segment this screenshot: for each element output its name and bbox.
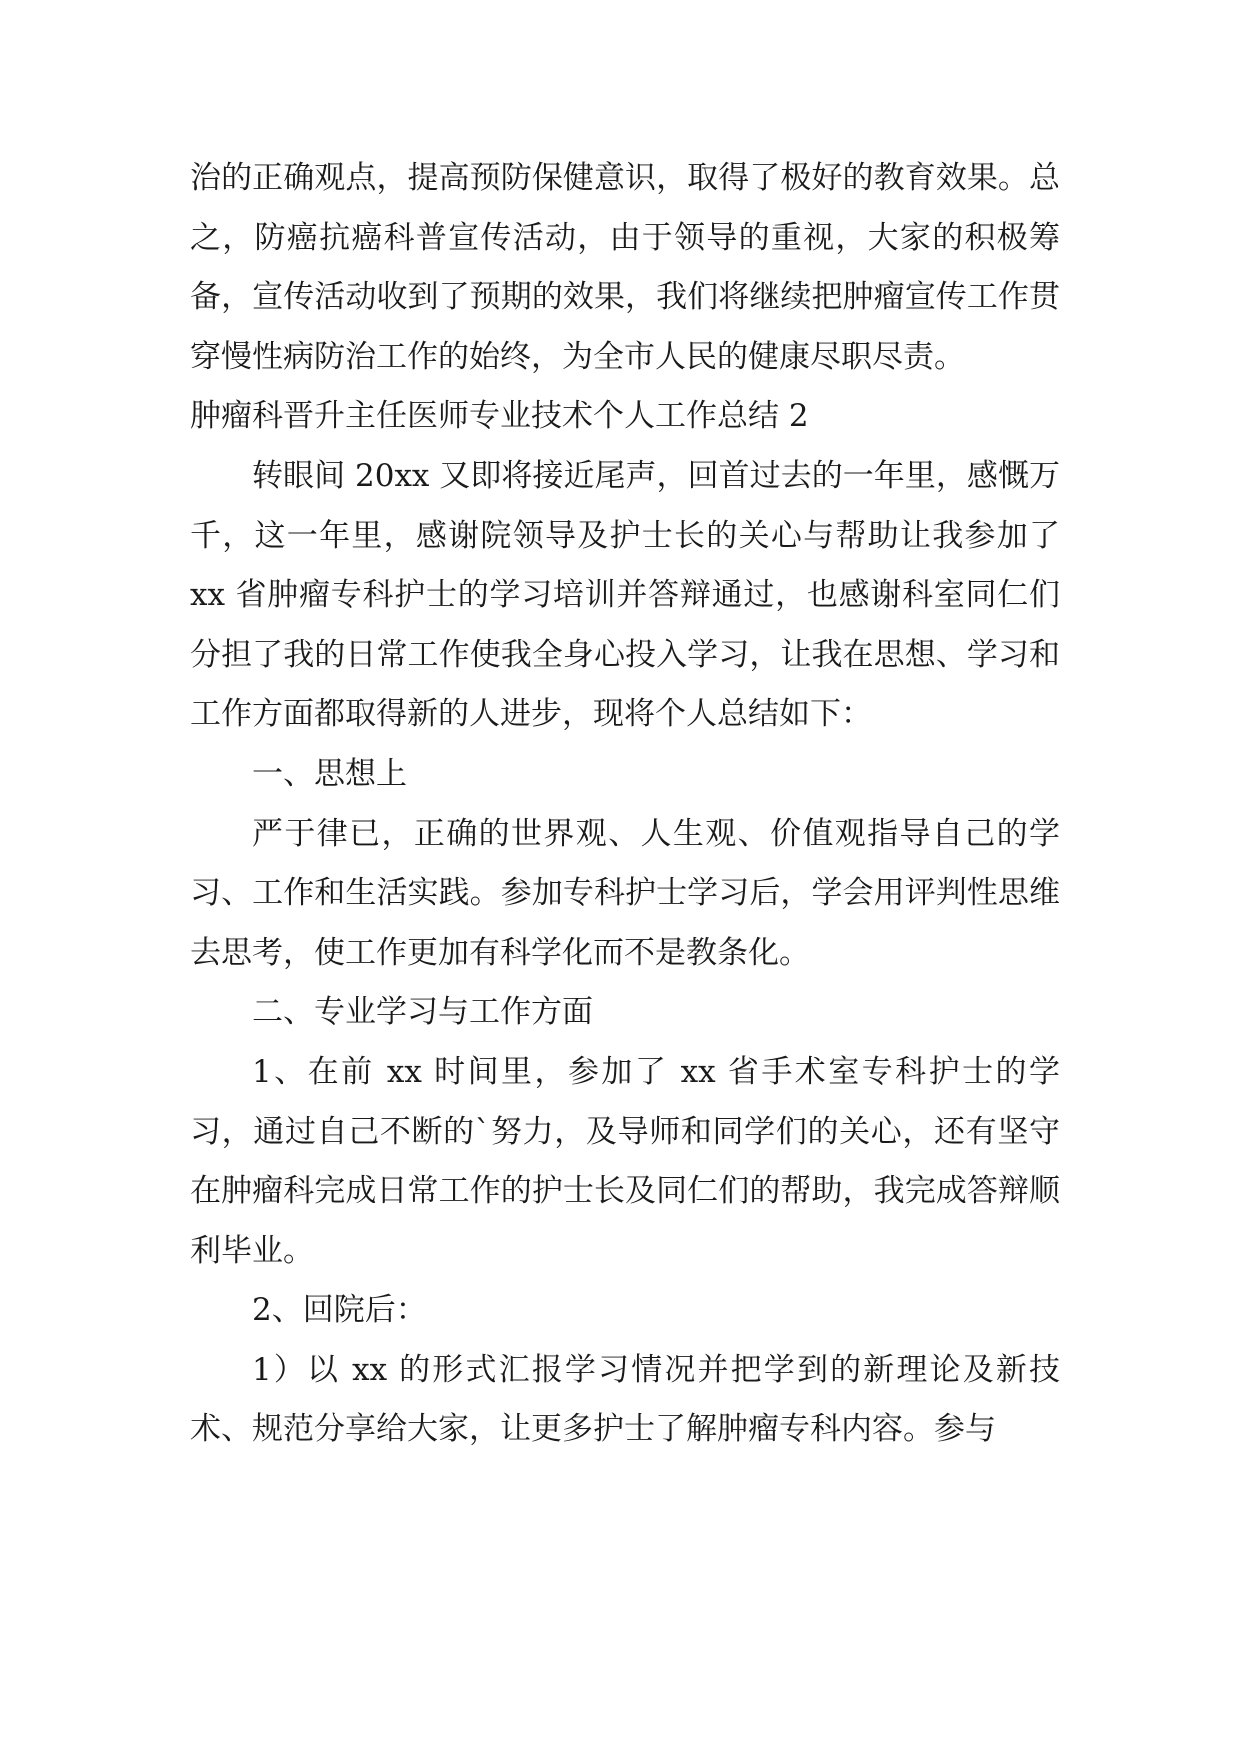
heading-return: 2、回院后： — [252, 1292, 427, 1329]
paragraph-report: 1）以 xx 的形式汇报学习情况并把学到的新理论及新技术、规范分享给大家，让更多护士了解肿瘤专科内容。参与 — [190, 1351, 1060, 1448]
heading-professional: 二、专业学习与工作方面 — [252, 994, 593, 1031]
heading-thought: 一、思想上 — [252, 755, 407, 792]
paragraph-thought: 严于律已，正确的世界观、人生观、价值观指导自己的学习、工作和生活实践。参加专科护士学习后，学会用评判性思维去思考，使工作更加有科学化而不是教条化。 — [190, 815, 1060, 971]
document-body — [190, 149, 1060, 1460]
paragraph-continuation: 治的正确观点，提高预防保健意识，取得了极好的教育效果。总之，防癌抗癌科普宣传活动，由于领导的重视，大家的积极筹备，宣传活动收到了预期的效果，我们将继续把肿瘤宣传工作贯穿慢性病防治工作的始终，为全市人民的健康尽职尽责。 — [190, 160, 1060, 375]
section-title: 肿瘤科晋升主任医师专业技术个人工作总结 2 — [190, 398, 809, 435]
paragraph-study: 1、在前 xx 时间里，参加了 xx 省手术室专科护士的学习，通过自己不断的`努力，及导师和同学们的关心，还有坚守在肿瘤科完成日常工作的护士长及同仁们的帮助，我完成答辩顺利毕业。 — [190, 1053, 1060, 1269]
paragraph-intro: 转眼间 20xx 又即将接近尾声，回首过去的一年里，感慨万千，这一年里，感谢院领导及护士长的关心与帮助让我参加了 xx 省肿瘤专科护士的学习培训并答辩通过，也感谢科室同仁们分担了我的日常工作使我全身心投入学习，让我在思想、学习和工作方面都取得新的人进步，现将个人总结如下： — [190, 457, 1060, 733]
